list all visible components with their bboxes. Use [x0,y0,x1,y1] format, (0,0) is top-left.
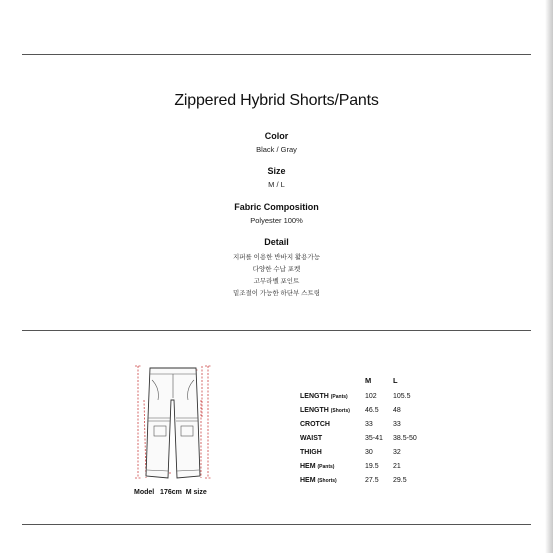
row-label: THIGH [300,449,322,456]
bottom-divider [22,524,531,525]
cell-m: 30 [365,449,373,456]
column-header-m: M [365,376,372,385]
color-heading: Color [264,131,289,141]
fabric-heading: Fabric Composition [234,202,319,212]
row-label: HEM [300,463,316,470]
color-value: Black / Gray [256,145,297,154]
detail-line: 다양한 수납 포켓 [252,266,301,273]
cell-m: 33 [365,421,373,428]
model-info: Model 176cm M size [134,489,207,496]
detail-line: 지퍼를 이용한 반바지 활용가능 [232,254,321,261]
size-value: M / L [268,180,285,189]
cell-m: 35-41 [365,435,383,442]
cell-l: 21 [393,463,401,470]
cell-l: 105.5 [393,393,411,400]
cell-l: 29.5 [393,477,407,484]
cell-l: 32 [393,449,401,456]
fabric-value: Polyester 100% [250,216,303,225]
cell-m: 102 [365,393,377,400]
row-note: (Shorts) [317,478,337,484]
row-label: CROTCH [300,421,330,428]
detail-heading: Detail [264,237,289,247]
row-label: WAIST [300,435,323,442]
cell-l: 38.5-50 [393,435,417,442]
row-label: HEM [300,477,316,484]
row-note: (Shorts) [330,408,350,414]
cell-l: 33 [393,421,401,428]
cell-m: 19.5 [365,463,379,470]
detail-line: 고무라벨 포인트 [253,278,300,285]
size-heading: Size [267,166,286,176]
product-title: Zippered Hybrid Shorts/Pants [174,92,379,109]
top-divider [22,54,531,55]
cell-l: 48 [393,407,401,414]
row-label: LENGTH [300,407,329,414]
detail-line: 밑조절이 가능한 하단부 스트링 [232,290,321,297]
middle-divider [22,330,531,331]
row-label: LENGTH [300,393,329,400]
pants-diagram [128,360,218,485]
row-note: (Pants) [330,394,348,400]
cell-m: 46.5 [365,407,379,414]
cell-m: 27.5 [365,477,379,484]
row-note: (Pants) [317,464,335,470]
column-header-l: L [393,376,398,385]
